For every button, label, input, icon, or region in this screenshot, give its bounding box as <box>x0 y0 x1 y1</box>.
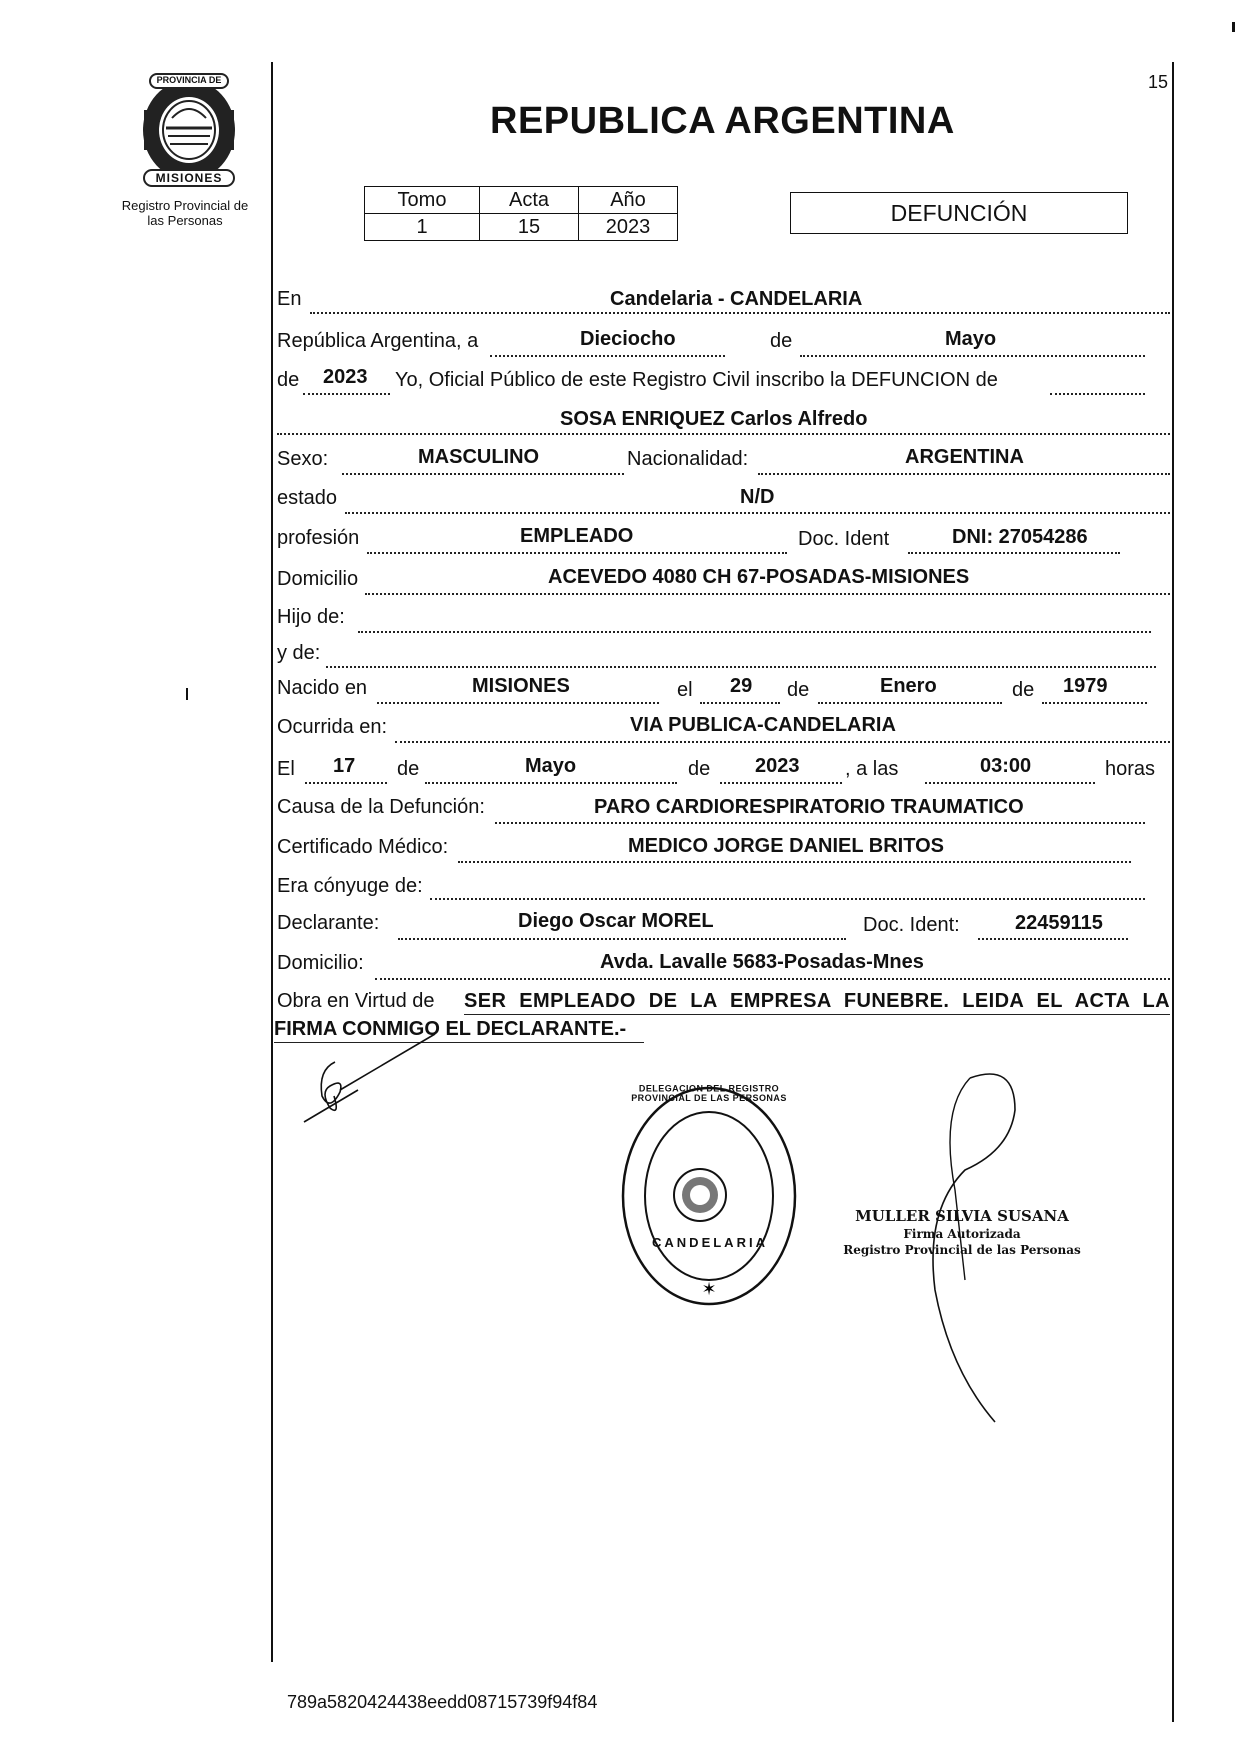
estado-label: estado <box>277 487 338 509</box>
seal-inner-text: CANDELARIA <box>652 1235 768 1250</box>
month-dots <box>800 355 1145 357</box>
death-year: 2023 <box>755 755 800 777</box>
name-dots <box>277 433 1170 435</box>
de5-label: de <box>397 758 420 780</box>
day-dots <box>490 355 725 357</box>
certificado-label: Certificado Médico: <box>277 836 449 858</box>
en-label: En <box>277 288 302 310</box>
obra-dots-1 <box>464 1014 1170 1015</box>
nacionalidad-dots <box>758 473 1170 475</box>
doc-ident2-value: 22459115 <box>1015 912 1103 934</box>
document-hash: 789a5820424438eedd08715739f94f84 <box>287 1692 598 1712</box>
profesion-value: EMPLEADO <box>520 525 634 547</box>
right-margin-line <box>1172 62 1174 1722</box>
year-value: 2023 <box>323 366 368 388</box>
certificado-value: MEDICO JORGE DANIEL BRITOS <box>628 835 944 857</box>
page-number: 15 <box>1148 72 1169 92</box>
death-month: Mayo <box>525 755 577 777</box>
table-value-acta: 15 <box>480 214 579 241</box>
el-label: el <box>677 679 693 701</box>
death-time: 03:00 <box>980 755 1032 777</box>
declarant-signature <box>300 1030 460 1130</box>
el2-label: El <box>277 758 295 780</box>
certificado-dots <box>458 861 1131 863</box>
de3-label: de <box>787 679 810 701</box>
declarante-value: Diego Oscar MOREL <box>518 910 714 932</box>
birth-year-dots <box>1042 702 1147 704</box>
page-title: REPUBLICA ARGENTINA <box>490 100 955 142</box>
record-type-box <box>790 192 1128 234</box>
ocurrida-value: VIA PUBLICA-CANDELARIA <box>630 714 896 736</box>
estado-value: N/D <box>740 486 775 508</box>
nacionalidad-value: ARGENTINA <box>905 446 1024 468</box>
profesion-label: profesión <box>277 527 360 549</box>
alas-label: , a las <box>845 758 899 780</box>
sexo-value: MASCULINO <box>418 446 540 468</box>
birth-month-dots <box>818 702 1002 704</box>
birth-month: Enero <box>880 675 937 697</box>
emblem-text-bottom: MISIONES <box>155 171 223 185</box>
en-dots <box>310 312 1170 314</box>
registry-label <box>100 198 270 228</box>
sexo-dots <box>342 473 624 475</box>
doc-ident2-label: Doc. Ident: <box>863 914 960 936</box>
doc-ident2-dots <box>978 938 1128 940</box>
declarante-dots <box>398 938 846 940</box>
province-emblem <box>130 70 248 190</box>
birth-day: 29 <box>730 675 753 697</box>
birth-day-dots <box>700 702 780 704</box>
hijo-label: Hijo de: <box>277 606 345 628</box>
svg-text:✶: ✶ <box>701 1279 717 1300</box>
death-year-dots <box>720 782 842 784</box>
signer-org: Registro Provincial de las Personas <box>843 1243 1081 1257</box>
ocurrida-dots <box>395 741 1170 743</box>
record-type: DEFUNCIÓN <box>890 199 1028 226</box>
nacido-label: Nacido en <box>277 677 368 699</box>
domicilio-value: ACEVEDO 4080 CH 67-POSADAS-MISIONES <box>548 566 970 588</box>
margin-tick <box>186 688 188 700</box>
death-time-dots <box>925 782 1095 784</box>
inscribe-dots <box>1050 393 1145 395</box>
deceased-name: SOSA ENRIQUEZ Carlos Alfredo <box>560 408 868 430</box>
table-value-anio: 2023 <box>579 214 678 241</box>
death-month-dots <box>425 782 677 784</box>
conyuge-label: Era cónyuge de: <box>277 875 423 897</box>
inscribe-text: Yo, Oficial Público de este Registro Civil inscribo la DEFUNCION de <box>395 369 998 391</box>
domicilio-dots <box>365 593 1170 595</box>
causa-label: Causa de la Defunción: <box>277 796 485 818</box>
de4-label: de <box>1012 679 1035 701</box>
yde-dots <box>326 666 1156 668</box>
death-day-dots <box>305 782 387 784</box>
doc-ident-label: Doc. Ident <box>798 528 890 550</box>
yde-label: y de: <box>277 642 321 664</box>
doc-ident-value: DNI: 27054286 <box>952 526 1088 548</box>
year-dots <box>303 393 390 395</box>
de-label: de <box>770 330 793 352</box>
obra-value-line2: FIRMA CONMIGO EL DECLARANTE.- <box>274 1018 627 1040</box>
declarante-label: Declarante: <box>277 912 380 934</box>
nacido-dots <box>377 702 659 704</box>
causa-dots <box>495 822 1145 824</box>
profesion-dots <box>367 552 787 554</box>
causa-value: PARO CARDIORESPIRATORIO TRAUMATICO <box>594 796 1024 818</box>
de2-label: de <box>277 369 300 391</box>
registry-label-line2: las Personas <box>147 213 223 228</box>
record-table <box>364 186 678 241</box>
republica-label: República Argentina, a <box>277 330 479 352</box>
ocurrida-label: Ocurrida en: <box>277 716 388 738</box>
sexo-label: Sexo: <box>277 448 329 470</box>
table-header-anio: Año <box>579 187 678 214</box>
domicilio2-label: Domicilio: <box>277 952 364 974</box>
left-margin-line <box>271 62 273 1662</box>
table-value-tomo: 1 <box>365 214 480 241</box>
de6-label: de <box>688 758 711 780</box>
domicilio-label: Domicilio <box>277 568 359 590</box>
conyuge-dots <box>430 898 1145 900</box>
month-value: Mayo <box>945 328 997 350</box>
official-seal <box>620 1085 798 1307</box>
signer-name: MULLER SILVIA SUSANA <box>855 1207 1069 1225</box>
hijo-dots <box>358 631 1151 633</box>
en-value: Candelaria - CANDELARIA <box>610 288 863 310</box>
day-value: Dieciocho <box>580 328 676 350</box>
signer-role: Firma Autorizada <box>903 1227 1021 1241</box>
death-day: 17 <box>333 755 356 777</box>
obra-label: Obra en Virtud de <box>277 990 435 1012</box>
estado-dots <box>345 512 1170 514</box>
domicilio2-value: Avda. Lavalle 5683-Posadas-Mnes <box>600 951 924 973</box>
horas-label: horas <box>1105 758 1156 780</box>
nacionalidad-label: Nacionalidad: <box>627 448 749 470</box>
domicilio2-dots <box>375 978 1170 980</box>
emblem-text-top: PROVINCIA DE <box>156 75 222 85</box>
signature-block <box>842 1207 1082 1257</box>
corner-mark <box>1232 22 1235 32</box>
doc-ident-dots <box>908 552 1120 554</box>
table-header-tomo: Tomo <box>365 187 480 214</box>
registry-label-line1: Registro Provincial de <box>121 198 249 213</box>
birth-year: 1979 <box>1063 675 1108 697</box>
seal-ring-text: DELEGACION DEL REGISTRO PROVINCIAL DE LAS PERSONAS <box>631 1084 787 1104</box>
table-header-acta: Acta <box>480 187 579 214</box>
nacido-value: MISIONES <box>472 675 570 697</box>
obra-value-line1: SER EMPLEADO DE LA EMPRESA FUNEBRE. LEIDA EL ACTA LA <box>464 990 1170 1012</box>
